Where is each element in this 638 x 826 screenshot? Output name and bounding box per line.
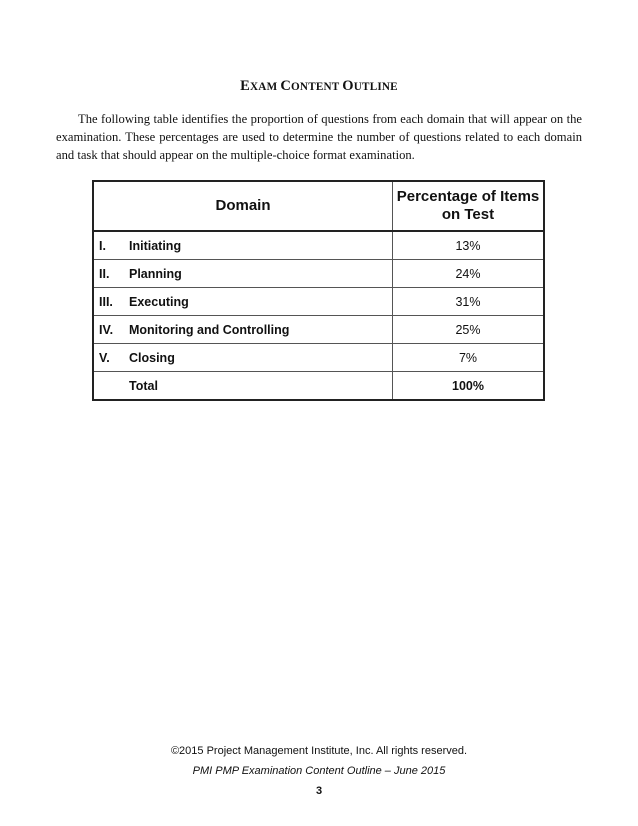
domain-cell <box>93 260 393 288</box>
domain-cell <box>93 231 393 260</box>
domain-name: Executing <box>129 294 189 309</box>
copyright-notice: ©2015 Project Management Institute, Inc. All rights reserved. <box>170 745 468 757</box>
intro-paragraph: The following table identifies the proportion of questions from each domain that will appear on the examination. These percentages are used to determine the number of questions related to each domain and task that should appear on the multiple-choice format examination. <box>56 112 582 162</box>
total-percentage-cell: 100% <box>393 372 545 401</box>
domain-cell <box>93 288 393 316</box>
total-label: Total <box>129 378 158 393</box>
title-initial-o: O <box>342 78 354 94</box>
domain-name: Closing <box>129 350 175 365</box>
title-rest-utline: UTLINE <box>353 81 398 93</box>
domain-name: Monitoring and Controlling <box>129 322 290 337</box>
domain-percentage-table <box>92 180 545 401</box>
page-title <box>0 78 638 95</box>
percentage-cell: 24% <box>393 260 545 288</box>
table-row <box>93 288 544 316</box>
percentage-cell: 13% <box>393 231 545 260</box>
domain-number: III. <box>99 294 113 309</box>
percentage-column-header <box>393 181 545 231</box>
domain-cell <box>93 316 393 344</box>
domain-name: Planning <box>129 266 182 281</box>
domain-number: IV. <box>99 322 114 337</box>
document-subtitle: PMI PMP Examination Content Outline – June 2015 <box>192 765 446 777</box>
domain-cell <box>93 344 393 372</box>
domain-name: Initiating <box>129 238 182 253</box>
domain-number: V. <box>99 350 110 365</box>
total-label-cell <box>93 372 393 401</box>
percentage-cell: 7% <box>393 344 545 372</box>
title-initial-c: C <box>280 78 292 94</box>
percentage-cell: 25% <box>393 316 545 344</box>
page-number: 3 <box>315 785 323 797</box>
title-rest-xam: XAM <box>250 81 281 93</box>
title-rest-ontent: ONTENT <box>291 81 343 93</box>
table-row <box>93 231 544 260</box>
table-total-row <box>93 372 544 401</box>
percentage-header-line-2: on Test <box>441 206 495 223</box>
domain-column-header: Domain <box>93 181 393 231</box>
title-initial-e: E <box>240 78 251 94</box>
domain-number: II. <box>99 266 110 281</box>
table-header-row <box>93 181 544 231</box>
table-row <box>93 316 544 344</box>
table-row <box>93 260 544 288</box>
percentage-header-line-1: Percentage of Items <box>396 188 540 205</box>
table-row <box>93 344 544 372</box>
domain-number: I. <box>99 238 106 253</box>
percentage-cell: 31% <box>393 288 545 316</box>
